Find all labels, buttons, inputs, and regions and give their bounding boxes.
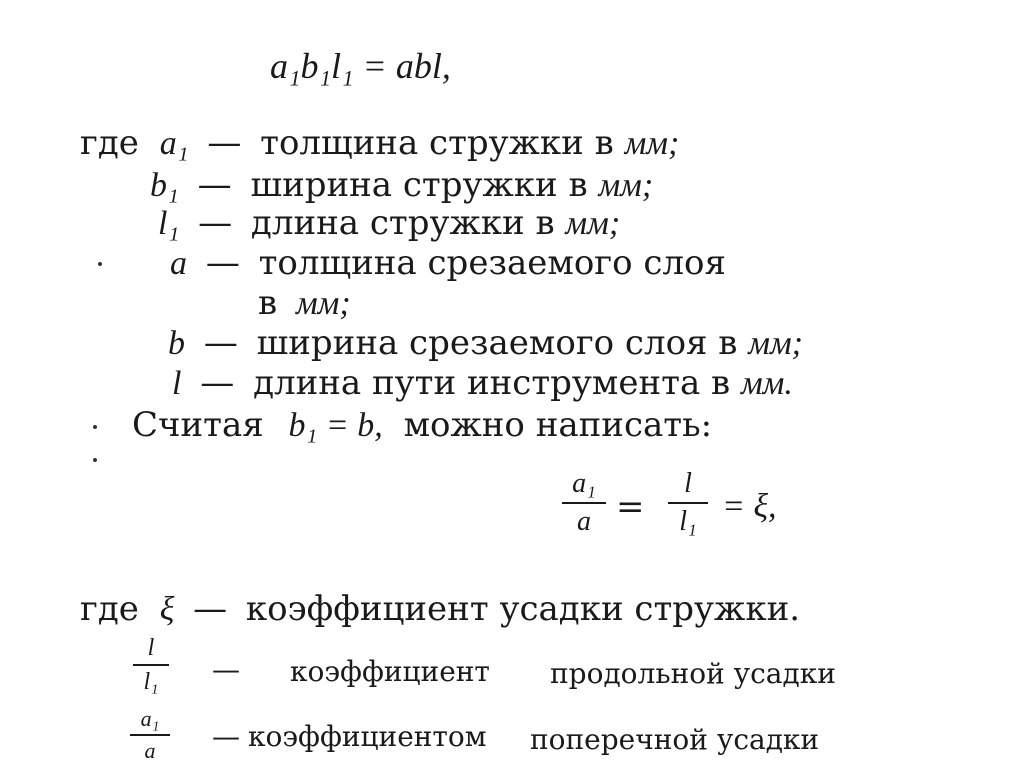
definition-a1 (80, 123, 680, 163)
dash: — (197, 165, 232, 205)
definition-a (170, 243, 726, 283)
fraction-numerator: l (147, 635, 155, 661)
fraction-a1-over-a (562, 470, 606, 536)
unit-mm: мм; (295, 285, 351, 322)
definition-b1 (150, 165, 654, 205)
longitudinal-word: коэффициент (290, 655, 490, 688)
definition-text: толщина стружки в (260, 123, 614, 163)
definition-a-continuation (258, 283, 351, 323)
longitudinal-dash: — (212, 653, 240, 686)
dash: — (205, 243, 240, 283)
equals-sign: = (616, 487, 645, 527)
dash: — (200, 363, 235, 403)
fraction-numerator: l (684, 468, 692, 499)
fraction-bar (668, 502, 708, 504)
definition-l1 (158, 203, 621, 243)
dash: — (203, 323, 238, 363)
fraction-numerator: a₁ (572, 468, 596, 499)
where-word: где (80, 589, 139, 629)
transverse-dash: — (212, 720, 240, 753)
symbol-l1: l₁ (158, 205, 180, 242)
speck (98, 262, 102, 266)
fraction-bar (133, 664, 169, 666)
symbol-a1: a₁ (159, 125, 189, 162)
assumption-expression: b₁ = b, (288, 407, 383, 444)
dash: — (193, 589, 228, 629)
definition-text: ширина срезаемого слоя в (256, 323, 738, 363)
definition-l (172, 363, 793, 403)
fraction-l-over-l1 (668, 470, 708, 536)
fraction-a1-over-a-small (130, 708, 170, 762)
unit-mm: мм; (748, 325, 803, 362)
symbol-l: l (172, 365, 182, 402)
fraction-numerator: a₁ (140, 706, 160, 731)
unit-mm: мм; (624, 125, 680, 162)
symbol-b1: b₁ (150, 167, 179, 204)
unit-mm: мм. (740, 365, 793, 402)
xi-definition (80, 589, 801, 629)
dash: — (207, 123, 242, 163)
considering-word: Считая (132, 405, 264, 445)
where-word: где (80, 123, 139, 163)
can-write-text: можно написать: (403, 405, 713, 445)
fraction-denominator: l₁ (143, 669, 159, 695)
definition-text: ширина стружки в (250, 165, 588, 205)
fraction-l-over-l1-small (133, 636, 169, 694)
symbol-b: b (168, 325, 185, 362)
in-word: в (258, 283, 278, 323)
symbol-xi: ξ (159, 591, 175, 628)
definition-text: толщина срезаемого слоя (258, 243, 726, 283)
fraction-denominator: l₁ (679, 506, 697, 537)
definition-text: длина стружки в (250, 203, 555, 243)
dash: — (198, 203, 233, 243)
fraction-bar (130, 734, 170, 736)
speck (93, 425, 97, 429)
fraction-bar (562, 502, 606, 504)
formula-volume: a₁b₁l₁ = abl, (270, 46, 451, 86)
unit-mm: мм; (598, 167, 654, 204)
speck (93, 458, 97, 462)
unit-mm: мм; (565, 205, 621, 242)
assumption-line (132, 405, 713, 445)
definition-b (168, 323, 803, 363)
symbol-a: a (170, 245, 187, 282)
fraction-denominator: a (577, 506, 591, 537)
fraction-denominator: a (144, 738, 156, 763)
transverse-label: поперечной усадки (530, 723, 820, 756)
definition-text: длина пути инструмента в (253, 363, 731, 403)
transverse-word: коэффициентом (248, 720, 487, 753)
equals-xi: = ξ, (722, 488, 777, 525)
longitudinal-label: продольной усадки (550, 657, 836, 690)
xi-text: коэффициент усадки стружки. (245, 589, 801, 629)
